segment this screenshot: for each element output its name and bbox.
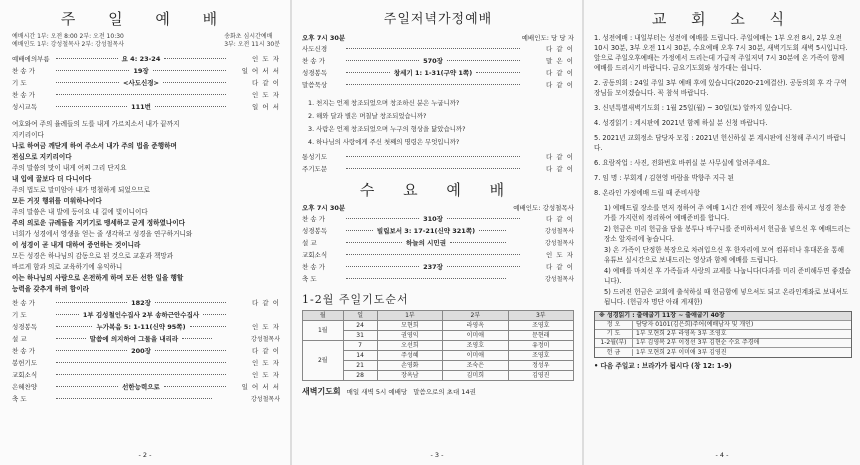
order-role: 다 같 이 bbox=[546, 215, 575, 224]
order-label: 성시교독 bbox=[12, 102, 38, 111]
dot-leader bbox=[56, 386, 118, 387]
order-content: <사도신경> bbox=[123, 78, 160, 87]
dot-leader bbox=[56, 82, 119, 83]
section-leader: 예배인도: 강성철목사 bbox=[513, 204, 574, 213]
duty-value: 담당자 0101(김은희)주어(예배남자 및 개인) bbox=[636, 321, 754, 328]
order-role: 강성철목사 bbox=[251, 335, 281, 343]
order-row bbox=[12, 299, 280, 311]
dot-leader bbox=[155, 106, 226, 107]
order-row bbox=[12, 55, 280, 67]
order-label: 예배에의부름 bbox=[12, 54, 50, 63]
dot-leader bbox=[346, 230, 373, 231]
table-row bbox=[303, 341, 574, 351]
dot-leader bbox=[346, 218, 419, 219]
dot-leader bbox=[56, 58, 118, 59]
dot-leader bbox=[447, 60, 520, 61]
news-subitem: 3) 온 가족이 단정한 복장으로 차려입으신 후 한자리에 모여 컴퓨터나 휴대폰을 통해 유튜브 실시간으로 보내드리는 영상과 함께 예배를 드립니다. bbox=[604, 245, 845, 264]
order-row bbox=[302, 239, 574, 251]
duty-label: 정 오 bbox=[595, 321, 633, 329]
dot-leader bbox=[56, 314, 79, 315]
order-row bbox=[12, 383, 280, 395]
order-role: 강성철목사 bbox=[545, 240, 574, 248]
order-content: 200장 bbox=[131, 346, 151, 355]
order-content: 요 4: 23-24 bbox=[121, 54, 161, 63]
news-subitem: 5) 드려진 헌금은 교회에 출석하실 때 헌금함에 넣으셔도 되고 온라인계좌로 보내셔도 됩니다. (헌금자 명단 아래 게재한) bbox=[604, 287, 849, 306]
order-row bbox=[12, 395, 280, 407]
dot-leader bbox=[56, 106, 127, 107]
reading-line: 나로 하여금 깨닫게 하여 주소서 내가 주의 법을 준행하며 bbox=[12, 141, 177, 150]
order-row bbox=[302, 275, 574, 287]
page-title: 주 일 예 배 bbox=[60, 10, 232, 28]
reading-line: 너희가 성경에서 영생을 얻는 줄 생각하고 성경을 연구하거니와 bbox=[12, 229, 193, 238]
dot-leader bbox=[56, 70, 129, 71]
dot-leader bbox=[346, 266, 419, 267]
table-cell: 손영화 bbox=[377, 361, 442, 371]
order-role: 다 같 이 bbox=[546, 69, 575, 78]
table-cell: 정성우 bbox=[508, 361, 573, 371]
duty-box bbox=[594, 311, 852, 358]
table-row bbox=[303, 361, 574, 371]
order-role: 다 같 이 bbox=[252, 346, 281, 355]
next-sermon: • 다음 주일교 : 브라가가 됩시다 (창 12: 1-9) bbox=[594, 361, 732, 370]
order-label: 주기도문 bbox=[302, 165, 328, 174]
order-content: 182장 bbox=[131, 298, 151, 307]
service-time-line: 예배시간 1부: 오전 8:00 2부: 오전 10:30 bbox=[12, 32, 124, 40]
order-label: 찬 송 가 bbox=[302, 57, 325, 66]
page-number: - 2 - bbox=[138, 450, 152, 459]
service-time-note: 송화초 심시간예배 bbox=[224, 32, 273, 40]
dot-leader bbox=[346, 278, 506, 279]
dot-leader bbox=[346, 60, 419, 61]
order-content: 빌립보서 3: 17-21(신약 321쪽) bbox=[376, 227, 476, 236]
dot-leader bbox=[164, 386, 226, 387]
news-item: 8. 온라인 가정에배 드릴 때 준비사항 bbox=[594, 188, 700, 197]
dot-leader bbox=[346, 254, 520, 255]
reading-line: 이는 하나님의 사람으로 온전하게 하며 모든 선한 일을 행할 bbox=[12, 273, 184, 282]
order-role: 강성철목사 bbox=[251, 395, 280, 403]
order-list-bottom bbox=[12, 299, 280, 407]
order-content: 1부 김성철인수집사 2부 송하근안수집사 bbox=[82, 310, 200, 319]
duty-row bbox=[595, 348, 851, 357]
order-role: 일 어 서 서 bbox=[241, 382, 280, 391]
question-item: 4. 하나님의 사랑에게 주신 첫째의 명령은 무엇입니까? bbox=[308, 138, 460, 147]
order-row bbox=[12, 67, 280, 79]
table-cell: 21 bbox=[343, 361, 377, 371]
news-item: 6. 요람작업 : 사진, 전화번호 바뀌실 분 사무실에 알려주세요. bbox=[594, 158, 770, 167]
dot-leader bbox=[153, 70, 226, 71]
dawn-title: 새벽기도회 bbox=[302, 387, 341, 396]
order-label: 사도신경 bbox=[302, 45, 328, 54]
order-role: 인 도 자 bbox=[252, 90, 280, 99]
order-role: 강성철목사 bbox=[545, 276, 574, 284]
dot-leader bbox=[447, 266, 520, 267]
order-label: 통성기도 bbox=[302, 153, 328, 162]
table-cell: 김미희 bbox=[443, 371, 508, 381]
question-item: 2. 해와 달과 별은 며칠날 창조되었습니까? bbox=[308, 112, 427, 121]
order-role: 다 같 이 bbox=[252, 298, 281, 307]
order-label: 교회소식 bbox=[302, 251, 328, 260]
order-role: 다 같 이 bbox=[252, 78, 281, 87]
dawn-body: 매일 새벽 5시 예배당 bbox=[346, 388, 408, 396]
duty-label: 헌 금 bbox=[595, 349, 633, 357]
duty-label: 기 도 bbox=[595, 330, 633, 338]
dot-leader bbox=[155, 350, 226, 351]
table-cell: 1월 bbox=[303, 321, 344, 341]
order-content: 570장 bbox=[423, 57, 443, 66]
order-row bbox=[302, 263, 574, 275]
order-content: 310장 bbox=[423, 215, 443, 224]
table-cell: 조영호 bbox=[508, 351, 573, 361]
table-cell: 오선희 bbox=[377, 341, 442, 351]
duty-row bbox=[595, 339, 851, 348]
order-label: 찬 송 가 bbox=[12, 90, 35, 99]
order-row bbox=[12, 91, 280, 103]
dawn-note: 말씀으로의 초대 14권 bbox=[413, 388, 476, 396]
evening-order-end bbox=[302, 153, 574, 177]
reading-line: 주의 법도로 말미암아 내가 명철하게 되었으므로 bbox=[12, 185, 150, 194]
table-cell: 7 bbox=[343, 341, 377, 351]
order-row bbox=[302, 69, 574, 81]
order-label: 찬 송 가 bbox=[12, 346, 35, 355]
order-row bbox=[12, 359, 280, 371]
dot-leader bbox=[56, 398, 212, 399]
order-label: 기 도 bbox=[12, 78, 27, 87]
order-row bbox=[12, 347, 280, 359]
table-cell: 이미애 bbox=[443, 331, 508, 341]
order-row bbox=[12, 371, 280, 383]
order-label: 설 교 bbox=[302, 239, 317, 248]
duty-value: 1부 김영복 2부 이정선 3부 김현순 수요 주경애 bbox=[636, 339, 760, 346]
service-time-third: 3부: 오전 11시 30분 bbox=[224, 41, 280, 49]
order-row bbox=[302, 45, 574, 57]
page-number: - 4 - bbox=[715, 450, 729, 459]
duty-box-header: ※ 성경읽기 : 출애굽기 11장 ~ 출애굽기 40장 bbox=[595, 312, 851, 321]
order-row bbox=[12, 79, 280, 91]
order-row bbox=[12, 103, 280, 115]
table-cell: 문현래 bbox=[508, 331, 573, 341]
order-content: 19장 bbox=[133, 66, 149, 75]
order-label: 교회소식 bbox=[12, 370, 38, 379]
order-content: 하늘의 시민권 bbox=[406, 239, 446, 248]
order-role: 인 도 자 bbox=[252, 370, 280, 379]
question-item: 3. 사람은 언제 창조되었으며 누구의 형상을 닮았습니까? bbox=[308, 125, 466, 134]
page-title: 교 회 소 식 bbox=[651, 10, 795, 28]
dot-leader bbox=[155, 302, 226, 303]
reading-line: 주의 의로운 규례들을 지키기로 맹세하고 굳게 정하였나이다 bbox=[12, 218, 186, 227]
news-subitem: 1) 예배드릴 장소를 먼저 정하여 주 예배 1시간 전에 깨끗이 청소를 하시고 성경 찬송가를 가지런히 정리하여 예배준비를 합니다. bbox=[604, 203, 847, 222]
news-item: 2. 공동의회 : 24일 주일 3부 예배 후에 있습니다(2020-21예결산). 공동의회 후 각 구역장님들 모이겠습니다. 꼭 참석 바랍니다. bbox=[594, 78, 848, 97]
table-row bbox=[303, 351, 574, 361]
order-label: 찬 송 가 bbox=[302, 215, 325, 224]
table-header-cell: 1부 bbox=[377, 311, 442, 321]
order-label: 설 교 bbox=[12, 334, 27, 343]
news-item: 4. 성경읽기 : 계시판에 2021년 함께 하실 분 신청 바랍니다. bbox=[594, 118, 768, 127]
order-role: 말 은 이 bbox=[546, 57, 575, 66]
order-content: 누가복음 5: 1-11(신약 95쪽) bbox=[96, 322, 186, 331]
dot-leader bbox=[56, 302, 127, 303]
dot-leader bbox=[476, 72, 520, 73]
dot-leader bbox=[56, 338, 86, 339]
meditation-questions bbox=[308, 97, 574, 149]
duty-row bbox=[595, 321, 851, 330]
dot-leader bbox=[56, 362, 226, 363]
table-cell: 조숙은 bbox=[443, 361, 508, 371]
section-time: 오후 7시 30분 bbox=[302, 204, 346, 213]
order-role: 인 도 자 bbox=[546, 251, 574, 260]
order-role: 다 같 이 bbox=[546, 81, 574, 90]
order-label: 찬 송 가 bbox=[302, 263, 325, 272]
service-times bbox=[12, 33, 280, 49]
dot-leader bbox=[56, 94, 226, 95]
table-header-cell: 3부 bbox=[508, 311, 573, 321]
order-label: 성경봉독 bbox=[302, 227, 328, 236]
section-header bbox=[302, 34, 574, 42]
dot-leader bbox=[164, 58, 226, 59]
dawn-prayer bbox=[302, 387, 574, 397]
dot-leader bbox=[447, 218, 520, 219]
order-label: 기 도 bbox=[12, 310, 27, 319]
dot-leader bbox=[346, 242, 402, 243]
question-item: 1. 천지는 언제 창조되었으며 창조하신 분은 누굽니까? bbox=[308, 99, 460, 108]
table-cell: 31 bbox=[343, 331, 377, 341]
order-content: 237장 bbox=[423, 263, 443, 272]
table-cell: 장옥남 bbox=[377, 371, 442, 381]
reading-line: 바르게 함과 의로 교육하기에 유익하니 bbox=[12, 262, 123, 271]
order-row bbox=[302, 251, 574, 263]
reading-line: 지키리이다 bbox=[12, 130, 44, 139]
dot-leader bbox=[56, 350, 127, 351]
page-title: 주일저녁가정예배 bbox=[383, 12, 493, 27]
prayer-schedule-table bbox=[302, 310, 574, 381]
table-row bbox=[303, 371, 574, 381]
page-number: - 3 - bbox=[430, 450, 444, 459]
news-item: 5. 2021년 교회정소 담당자 모집 : 2021년 헌신하실 분 계시판에 신청해 주시기 바랍니다. bbox=[594, 133, 846, 152]
news-subitem: 4) 예배를 마치신 후 가족들과 사랑의 교제를 나눕니다(다과를 미리 준비해두면 좋겠습니다). bbox=[604, 266, 851, 285]
reading-line: 주의 말씀의 맛이 내게 어찌 그리 단지요 bbox=[12, 163, 127, 172]
table-header-cell: 일 bbox=[343, 311, 377, 321]
dot-leader bbox=[346, 72, 390, 73]
dot-leader bbox=[346, 168, 520, 169]
section-header bbox=[302, 204, 574, 212]
news-list bbox=[594, 33, 852, 307]
order-row bbox=[302, 153, 574, 165]
order-content: 창세기 1: 1-31(구약 1쪽) bbox=[393, 69, 473, 78]
dot-leader bbox=[450, 242, 506, 243]
page-2-sunday-worship bbox=[0, 0, 290, 465]
order-row bbox=[302, 81, 574, 93]
reading-line: 모든 성경은 하나님의 감동으로 된 것으로 교훈과 책망과 bbox=[12, 251, 174, 260]
order-role: 인 도 자 bbox=[252, 358, 280, 367]
news-item: 7. 임 명 : 부회계 / 김현영 바람을 박향주 지극 된 bbox=[594, 173, 734, 182]
order-label: 축 도 bbox=[302, 275, 317, 284]
table-header-cell: 월 bbox=[303, 311, 344, 321]
table-cell: 이미애 bbox=[443, 351, 508, 361]
table-cell: 2월 bbox=[303, 341, 344, 381]
reading-line: 이 성경이 곧 내게 대하여 증언하는 것이니라 bbox=[12, 240, 141, 249]
page-3-evening-worship bbox=[292, 0, 582, 465]
order-role: 다 같 이 bbox=[546, 263, 575, 272]
order-role: 다 같 이 bbox=[546, 153, 574, 162]
order-role: 인 도 자 bbox=[252, 54, 280, 63]
duty-value: 1부 모현희 2부 이미애 3부 김영진 bbox=[636, 348, 727, 356]
reading-line: 내 입에 꿀보다 더 다니이다 bbox=[12, 174, 92, 183]
order-label: 성경봉독 bbox=[302, 69, 328, 78]
wednesday-order bbox=[302, 215, 574, 287]
news-item: 1. 성전예배 : 내일부터는 성전에 예배를 드립니다. 주일예배는 1부 오전 8시, 2부 오전 10시 30분, 3부 오전 11시 30분, 수요예배 오후 7시 30분, 새벽기도회 새벽 5시입니다. 앞으로 주일오후예배는 가정에서 드리는데 가급적 주일저녁 7시 30분에 온 가족이 함께 예배를 드리시기 바랍니다. 금요기도회와 성가대는 쉽니다. bbox=[594, 33, 848, 72]
order-label: 축 도 bbox=[12, 394, 27, 403]
order-row bbox=[12, 311, 280, 323]
reading-line: 능력을 갖추게 하려 함이라 bbox=[12, 284, 89, 293]
order-role: 다 같 이 bbox=[546, 45, 574, 54]
section-title-wednesday: 수 요 예 배 bbox=[359, 181, 517, 200]
news-subitem: 2) 헌금은 미리 헌금을 담을 봉투나 바구니를 준비하셔서 헌금을 넣으신 후 예배드리는 장소 앞자리에 놓습니다. bbox=[604, 224, 851, 243]
dot-leader bbox=[163, 82, 226, 83]
order-role: 인 도 자 bbox=[252, 322, 280, 331]
responsive-reading bbox=[12, 119, 280, 295]
table-cell: 조영호 bbox=[443, 341, 508, 351]
duty-value: 1부 모현희 2부 라영옥 3부 조영호 bbox=[636, 330, 727, 337]
order-label: 은혜찬양 bbox=[12, 382, 38, 391]
order-row bbox=[302, 215, 574, 227]
order-role: 다 같 이 bbox=[546, 165, 574, 174]
table-cell: 모현희 bbox=[377, 321, 442, 331]
dot-leader bbox=[346, 84, 520, 85]
table-cell: 28 bbox=[343, 371, 377, 381]
table-cell: 14 bbox=[343, 351, 377, 361]
order-label: 봉헌기도 bbox=[12, 358, 38, 367]
news-item: 3. 신년특별새벽기도회 : 1월 25일(월) ~ 30일(토) 알까지 있습니다. bbox=[594, 103, 792, 112]
table-cell: 24 bbox=[343, 321, 377, 331]
table-row bbox=[303, 331, 574, 341]
dot-leader bbox=[182, 338, 212, 339]
order-row bbox=[12, 323, 280, 335]
order-content: 선한능력으로 bbox=[122, 382, 160, 391]
reading-line: 주의 말씀은 내 발에 등이요 내 길에 빛이니이다 bbox=[12, 207, 148, 216]
dot-leader bbox=[346, 48, 520, 49]
order-label: 말씀묵상 bbox=[302, 81, 328, 90]
prayer-schedule-title: 1-2월 주일기도순서 bbox=[302, 293, 409, 307]
reading-line: 여호와여 주의 율례들의 도를 내게 가르치소서 내가 끝까지 bbox=[12, 119, 180, 128]
order-content: 111번 bbox=[131, 102, 151, 111]
order-label: 찬 송 가 bbox=[12, 298, 35, 307]
order-label: 성경봉독 bbox=[12, 322, 38, 331]
order-content: 말씀에 의지하여 그물을 내리라 bbox=[89, 334, 179, 343]
table-cell: 김영진 bbox=[508, 371, 573, 381]
service-leader-line: 예배인도 1부: 강성철목사 2부: 강성철목사 bbox=[12, 41, 125, 49]
dot-leader bbox=[56, 374, 226, 375]
table-row bbox=[303, 321, 574, 331]
order-row bbox=[302, 57, 574, 69]
dot-leader bbox=[479, 230, 506, 231]
table-cell: 권영익 bbox=[377, 331, 442, 341]
order-role: 강성철목사 bbox=[545, 228, 575, 236]
section-time: 오후 7시 30분 bbox=[302, 34, 346, 43]
dot-leader bbox=[346, 156, 520, 157]
table-header-cell: 2부 bbox=[443, 311, 508, 321]
table-cell: 유정미 bbox=[508, 341, 573, 351]
order-role: 일 어 서 bbox=[252, 102, 281, 111]
reading-line: 전심으로 지키리이다 bbox=[12, 152, 72, 161]
duty-row bbox=[595, 330, 851, 339]
duty-label: 1-2월(부) bbox=[595, 339, 633, 347]
dot-leader bbox=[190, 326, 226, 327]
order-label: 찬 송 가 bbox=[12, 66, 35, 75]
table-cell: 조영호 bbox=[508, 321, 573, 331]
order-row bbox=[302, 227, 574, 239]
order-row bbox=[12, 335, 280, 347]
page-4-church-news bbox=[584, 0, 860, 465]
table-cell: 라영옥 bbox=[443, 321, 508, 331]
table-cell: 주성혜 bbox=[377, 351, 442, 361]
section-leader: 예배인도: 당 당 자 bbox=[521, 34, 574, 43]
order-role: 일 어 서 서 bbox=[241, 66, 281, 75]
order-list-top bbox=[12, 55, 280, 115]
dot-leader bbox=[203, 314, 226, 315]
dot-leader bbox=[56, 326, 92, 327]
order-row bbox=[302, 165, 574, 177]
reading-line: 모든 거짓 행위를 미워하나이다 bbox=[12, 196, 102, 205]
evening-order bbox=[302, 45, 574, 93]
